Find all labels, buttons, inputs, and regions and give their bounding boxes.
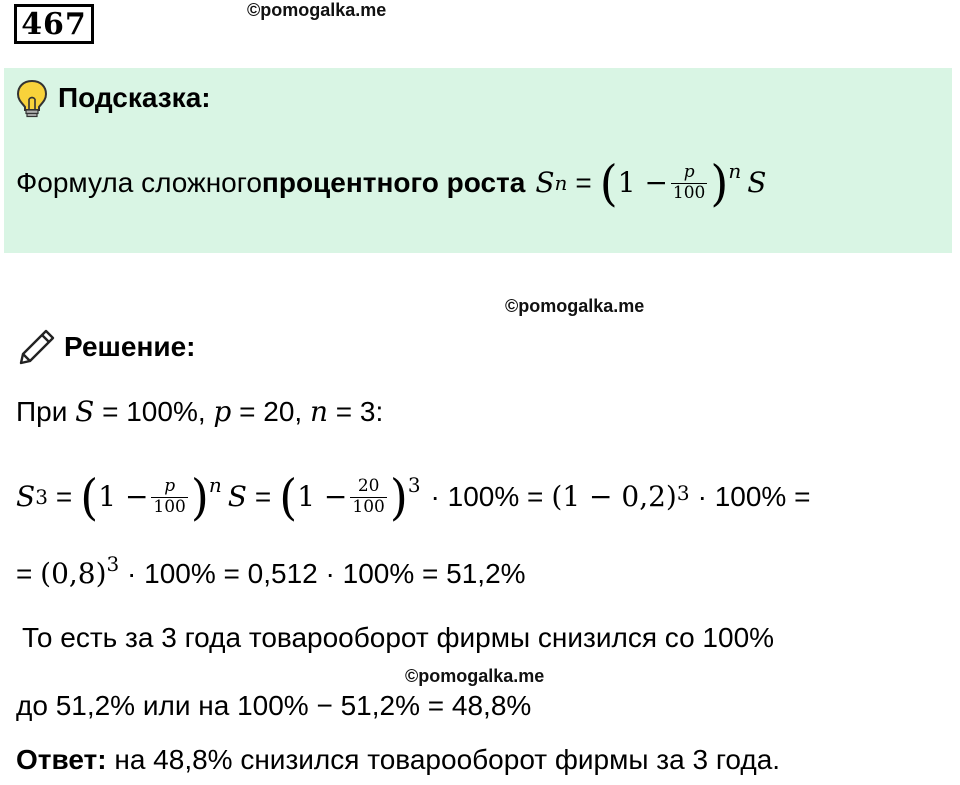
answer-label: Ответ: (16, 744, 107, 775)
paren-open: ( (80, 468, 99, 526)
watermark: ©pomogalka.me (505, 296, 645, 316)
formula-fraction (671, 163, 707, 203)
calc1-fraction (151, 477, 187, 517)
hint-formula-line: Формула сложного процентного роста S n = ( 1 − $\frac{p}{100}$ ) n S (16, 154, 767, 212)
answer-text: на 48,8% снизился товарооборот фирмы за 3 года. (106, 744, 781, 775)
calc2-exponent: 3 (106, 551, 120, 576)
calc1-eq: = (55, 481, 73, 512)
given-pri: При (16, 396, 76, 427)
hint-text-prefix: Формула сложного (16, 167, 262, 198)
calc1-eq2: = (254, 481, 272, 512)
calc1-one-minus-2: 1 − (297, 480, 348, 513)
calc1-S: S (227, 480, 247, 513)
hint-heading (14, 78, 211, 118)
frac-numerator: 20 (357, 475, 380, 496)
given-line (16, 395, 384, 428)
formula-eq: = (575, 167, 592, 198)
calc2-rest: · 100% = 0,512 · 100% = 51,2% (127, 558, 526, 589)
given-n: n (309, 395, 329, 428)
hint-text-bold: процентного роста (261, 167, 526, 198)
lightbulb-icon (14, 78, 50, 118)
frac-denominator: 100 (153, 496, 186, 517)
paren-close: ) (389, 468, 408, 526)
frac-denominator: 100 (672, 182, 706, 203)
watermark: ©pomogalka.me (247, 0, 387, 20)
calc2-eq: = (16, 558, 33, 589)
paren-open: ( (279, 468, 298, 526)
explanation-line-1: То есть за 3 года товарооборот фирмы снизился со 100% (22, 622, 775, 653)
given-S: S (75, 395, 95, 428)
problem-number: 467 (14, 4, 94, 44)
frac-numerator: p (164, 475, 176, 496)
explanation-line-2: до 51,2% или на 100% − 51,2% = 48,8% (16, 690, 532, 721)
hint-title: Подсказка: (58, 82, 211, 113)
paren-open: ( (599, 154, 618, 212)
given-s-value: = 100%, (94, 396, 214, 427)
given-n-value: = 3: (328, 396, 384, 427)
frac-denominator: 100 (352, 496, 385, 517)
calc1-mult-2: · 100% = (697, 481, 811, 512)
paren-close: ) (190, 468, 209, 526)
given-p-value: = 20, (231, 396, 310, 427)
solution-title: Решение: (64, 331, 196, 362)
formula-lhs: S (535, 166, 555, 199)
calc1-fraction-2 (350, 477, 386, 517)
calc1-one-minus: 1 − (98, 480, 149, 513)
calc2-paren-expr: (0,8) (40, 557, 107, 590)
watermark: ©pomogalka.me (405, 666, 545, 686)
paren-close: ) (710, 154, 729, 212)
calc1-lhs: S (16, 480, 36, 513)
answer-line (16, 746, 780, 774)
formula-one-minus: 1 − (617, 166, 668, 199)
pencil-icon (16, 326, 58, 368)
calc1-paren-expr: (1 − 0,2) (551, 480, 677, 513)
formula-tail: S (747, 166, 767, 199)
frac-numerator: p (683, 161, 695, 182)
calc-line-1: S 3 = ( 1 − $\frac{p}{100}$ ) n S = ( 1 − $\frac{20}{100}$ ) 3 · 100% = (1 − 0,2) 3 · 100% = (16, 468, 811, 526)
calc1-mult: · 100% = (430, 481, 544, 512)
given-p: p (213, 395, 232, 428)
calc-line-2 (16, 551, 526, 590)
solution-heading (16, 326, 195, 368)
